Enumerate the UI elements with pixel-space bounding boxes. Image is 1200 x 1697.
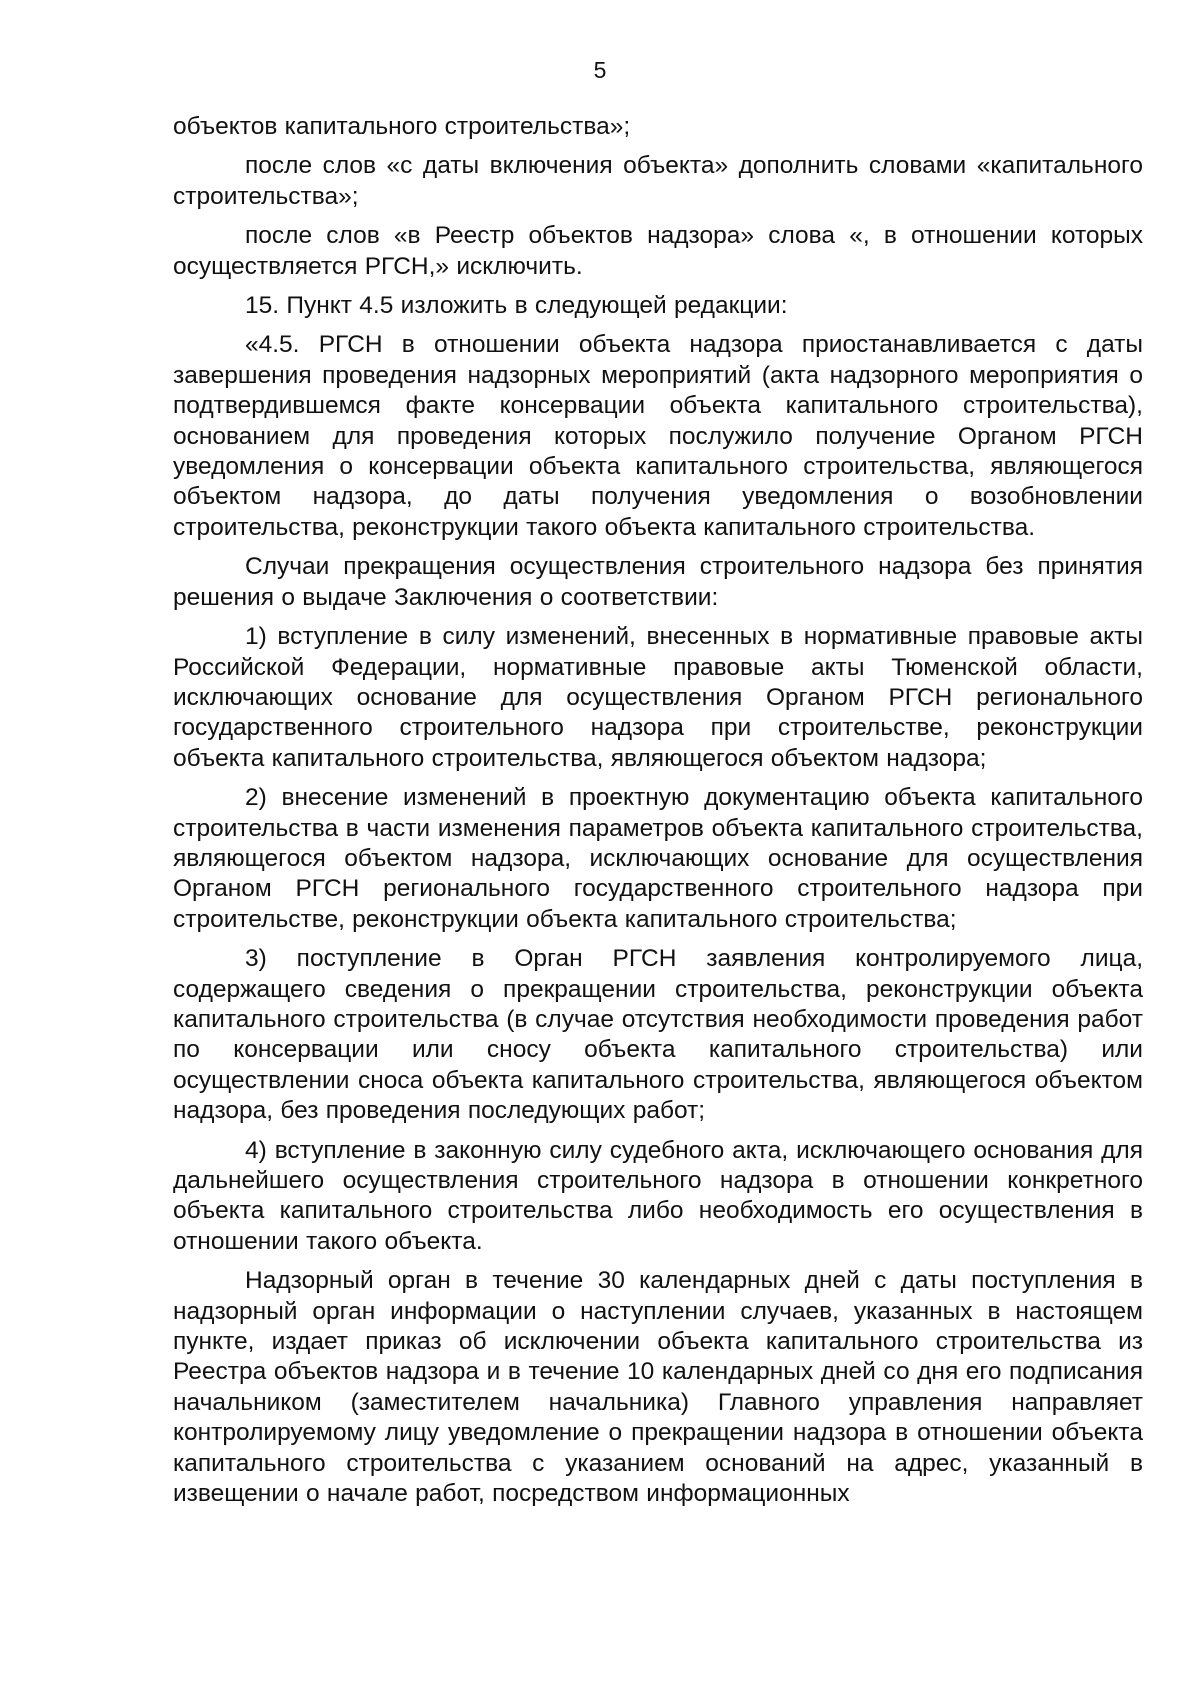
paragraph-7: 1) вступление в силу изменений, внесенных в нормативные правовые акты Российской Федерации, нормативные правовые акты Тюменской области, исключающих основание для осуществления Органом РГСН регионального государственного строительного надзора при строительстве, реконструкции объекта капитального строительства, являющегося объектом надзора; [173,623,1143,772]
paragraph-11: Надзорный орган в течение 30 календарных дней с даты поступления в надзорный орган информации о наступлении случаев, указанных в настоящем пункте, издает приказ об исключении объекта капитального строительства из Реестра объектов надзора и в течение 10 календарных дней со дня его подписания начальником (заместителем начальника) Главного управления направляет контролируемому лицу уведомление о прекращении надзора в отношении объекта капитального строительства с указанием оснований на адрес, указанный в извещении о начале работ, посредством информационных [173,1267,1143,1508]
paragraph-3: после слов «в Реестр объектов надзора» слова «, в отношении которых осуществляется РГСН,» исключить. [173,222,1143,280]
page-number: 5 [593,57,607,83]
paragraph-4: 15. Пункт 4.5 изложить в следующей редакции: [245,292,788,320]
paragraph-8: 2) внесение изменений в проектную документацию объекта капитального строительства в части изменения параметров объекта капитального строительства, являющегося объектом надзора, исключающих основание для осуществления Органом РГСН регионального государственного строительного надзора при строительстве, реконструкции объекта капитального строительства; [173,784,1143,933]
paragraph-5: «4.5. РГСН в отношении объекта надзора приостанавливается с даты завершения проведения надзорных мероприятий (акта надзорного мероприятия о подтвердившемся факте консервации объекта капитального строительства), основанием для проведения которых послужило получение Органом РГСН уведомления о консервации объекта капитального строительства, являющегося объектом надзора, до даты получения уведомления о возобновлении строительства, реконструкции такого объекта капитального строительства. [173,331,1143,541]
paragraph-9: 3) поступление в Орган РГСН заявления контролируемого лица, содержащего сведения о прекращении строительства, реконструкции объекта капитального строительства (в случае отсутствия необходимости проведения работ по консервации или сносу объекта капитального строительства) или осуществлении сноса объекта капитального строительства, являющегося объектом надзора, без проведения последующих работ; [173,945,1143,1125]
document-body [173,112,1143,1518]
paragraph-2: после слов «с даты включения объекта» дополнить словами «капитального строительства»; [173,152,1143,210]
paragraph-6: Случаи прекращения осуществления строительного надзора без принятия решения о выдаче Заключения о соответствии: [173,553,1143,611]
paragraph-1: объектов капитального строительства»; [173,113,631,140]
paragraph-10: 4) вступление в законную силу судебного акта, исключающего основания для дальнейшего осуществления строительного надзора в отношении конкретного объекта капитального строительства либо необходимость его осуществления в отношении такого объекта. [173,1136,1143,1255]
